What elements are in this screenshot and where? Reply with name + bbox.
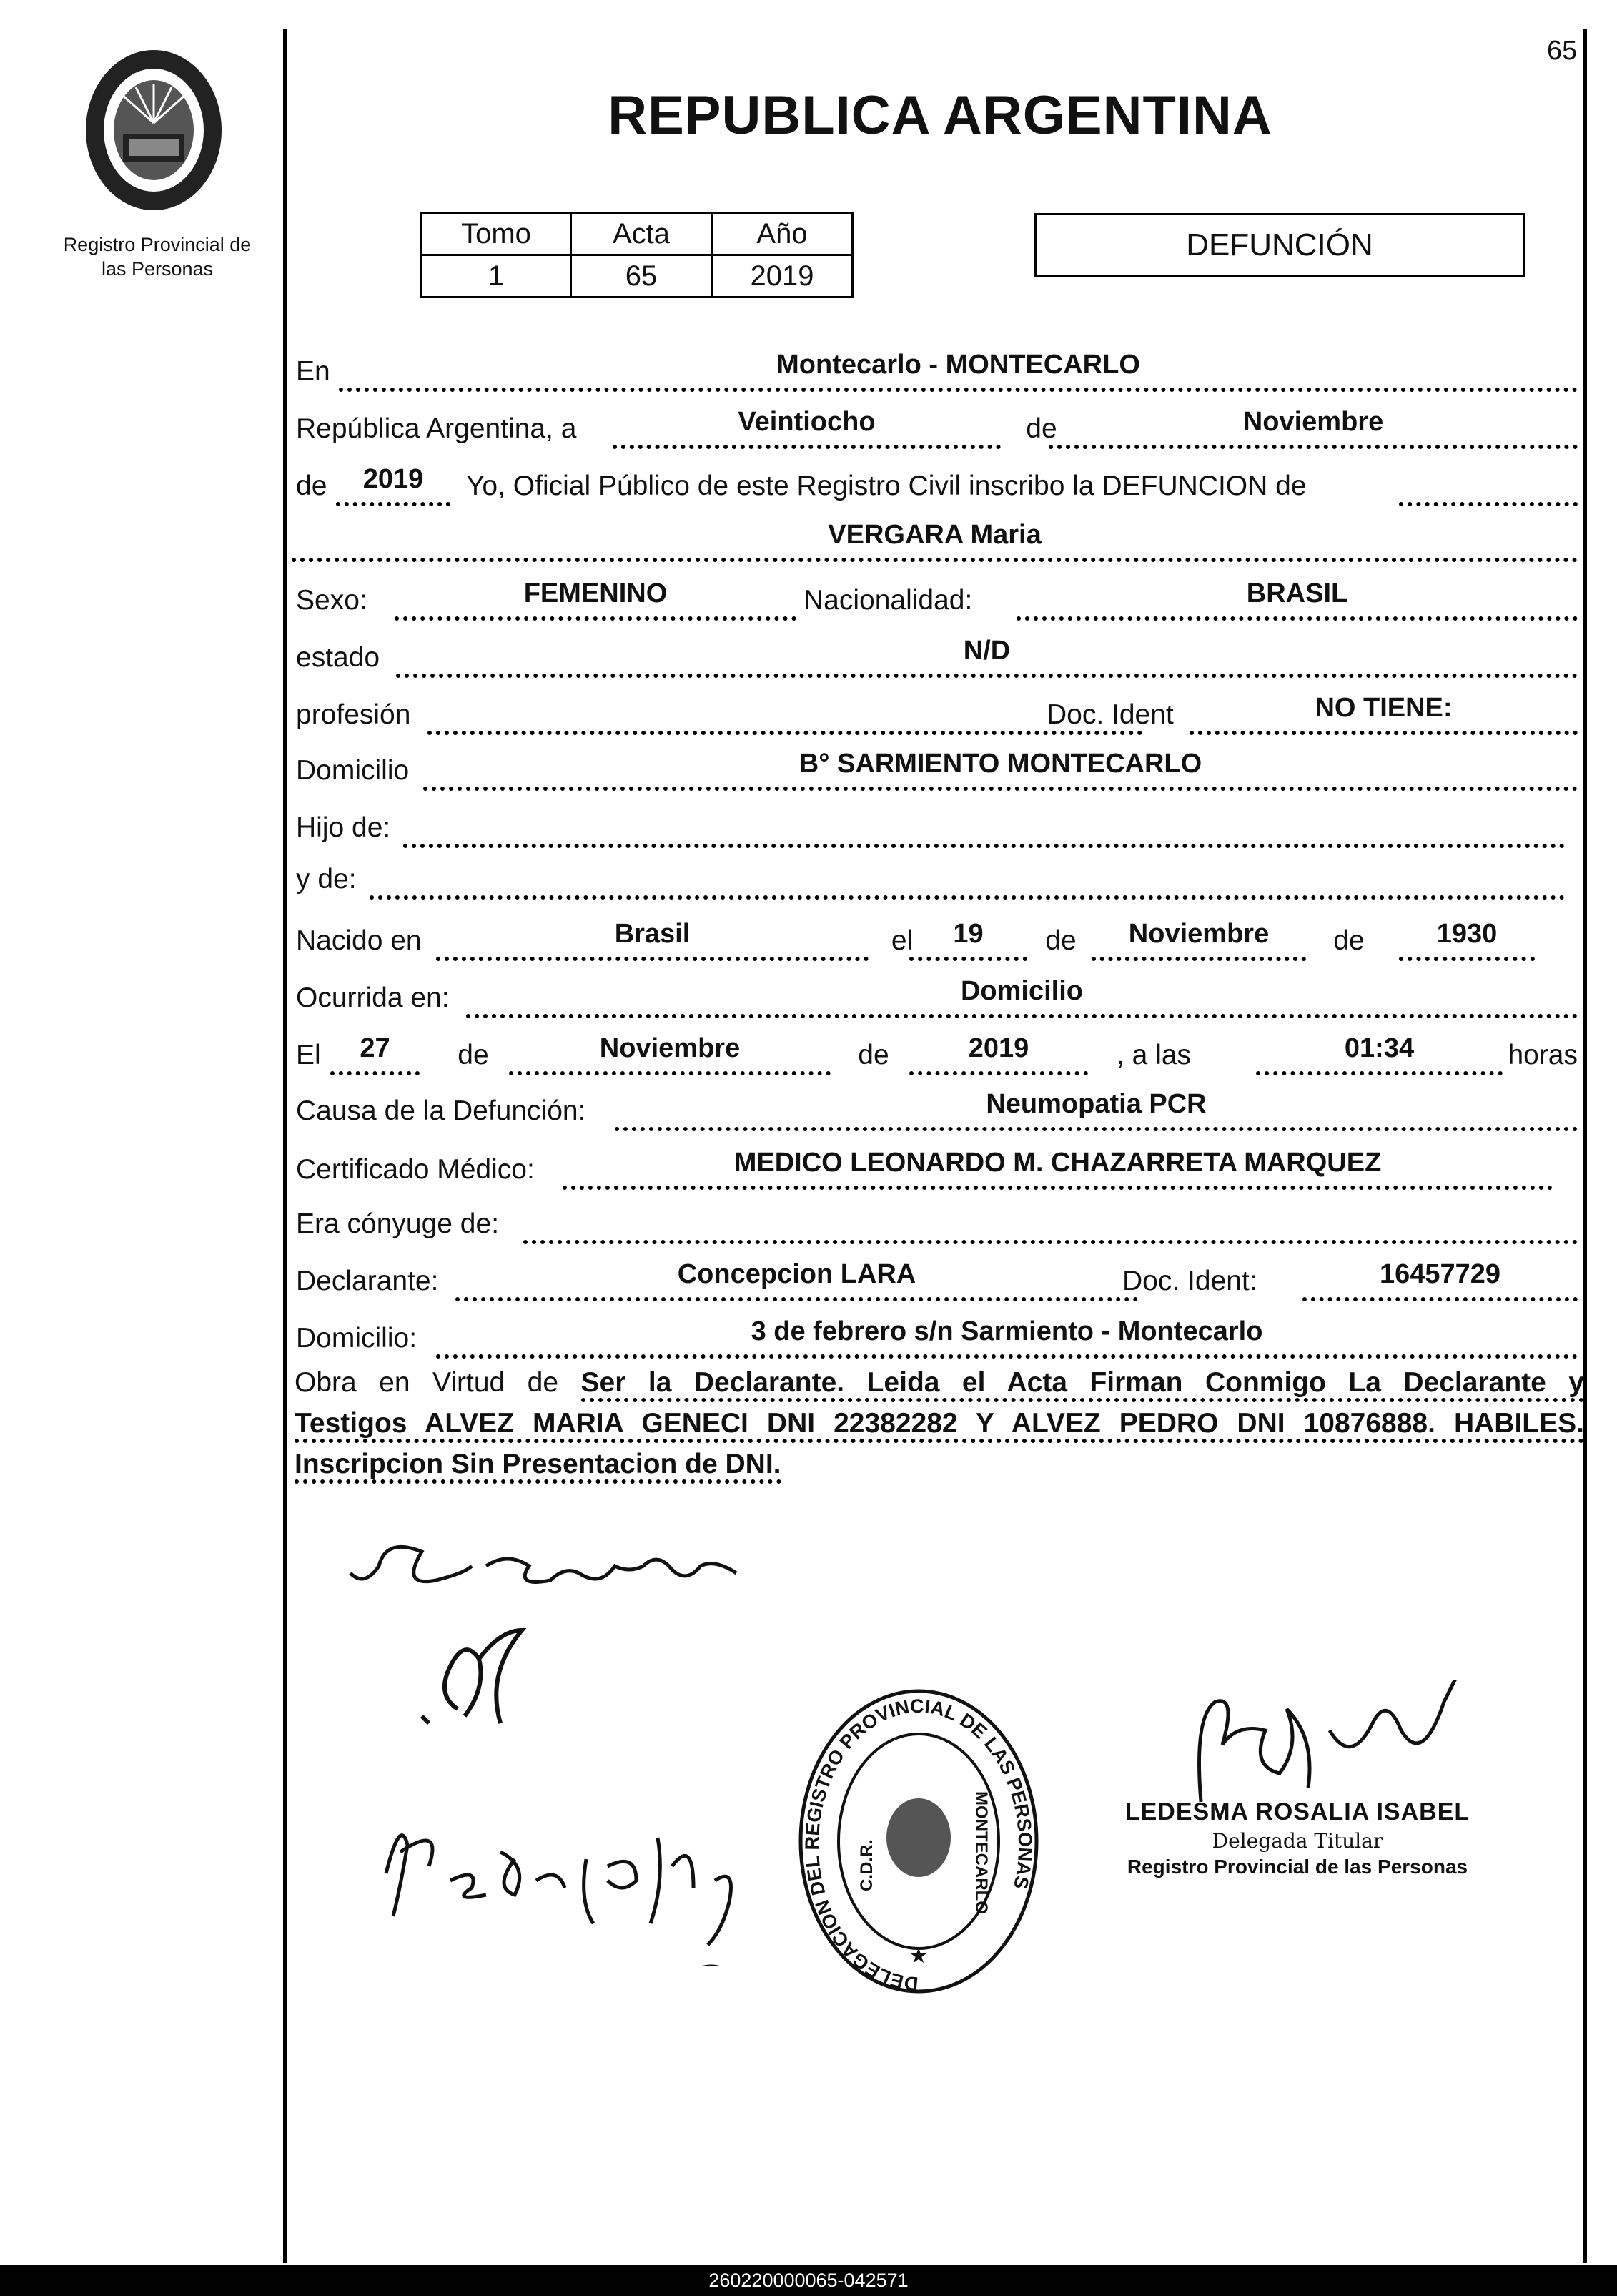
nacionalidad-field: BRASIL — [1017, 576, 1578, 621]
ocurrida-field: Domicilio — [466, 974, 1578, 1018]
dia-field: Veintiocho — [613, 405, 1001, 449]
official-name: LEDESMA ROSALIA ISABEL — [1124, 1798, 1470, 1826]
domicilio-field: B° SARMIENTO MONTECARLO — [423, 747, 1578, 791]
tomo-acta-ano-table — [420, 212, 854, 298]
row-causa: Causa de la Defunción: Neumopatia PCR — [295, 1088, 1578, 1131]
page-number: 65 — [1547, 36, 1578, 66]
stamp-center-right: MONTECARLO — [971, 1791, 991, 1914]
row-sexo: Sexo: FEMENINO Nacionalidad: BRASIL — [295, 578, 1578, 621]
right-margin-line — [1583, 29, 1587, 2263]
ano-value: 2019 — [712, 255, 853, 297]
row-republica: República Argentina, a Veintiocho de Noviembre — [295, 406, 1578, 449]
declarante-doc-field: 16457729 — [1302, 1257, 1578, 1301]
causa-field: Neumopatia PCR — [615, 1087, 1578, 1131]
row-estado: estado N/D — [295, 635, 1578, 678]
row-anio: de 2019 Yo, Oficial Público de este Registro Civil inscribo la DEFUNCION de — [295, 463, 1578, 506]
registro-provincial-label: Registro Provincial de las Personas — [63, 234, 252, 280]
acta-header: Acta — [571, 213, 712, 255]
domicilio-declarante-field: 3 de febrero s/n Sarmiento - Montecarlo — [436, 1314, 1578, 1359]
handwritten-signature-testigo — [357, 1780, 758, 1966]
conyuge-field — [523, 1200, 1578, 1244]
yde-field — [370, 855, 1565, 900]
ano-header: Año — [712, 213, 853, 255]
obra-en-virtud: Obra en Virtud de Ser la Declarante. Leida el Acta Firman Conmigo La Declarante y Testigos ALVEZ MARIA GENECI DNI 22382282 Y ALVEZ PEDRO DNI 10876888. HABILES. Inscripcion Sin Presentacion de DNI. — [295, 1364, 1584, 1486]
mes-field: Noviembre — [1049, 405, 1578, 449]
stamp-ring-text: DELEGACION DEL REGISTRO PROVINCIAL DE LAS PERSONAS — [801, 1695, 1037, 1995]
row-yde: y de: — [295, 857, 1578, 900]
row-nombre — [292, 519, 1578, 562]
declarante-field: Concepcion LARA — [455, 1257, 1138, 1301]
provincia-misiones-logo — [79, 44, 229, 216]
nombre-field: VERGARA Maria — [292, 518, 1578, 562]
lugar-field: Montecarlo - MONTECARLO — [339, 348, 1578, 392]
row-ocurrida: Ocurrida en: Domicilio — [295, 975, 1578, 1018]
row-domicilio: Domicilio B° SARMIENTO MONTECARLO — [295, 748, 1578, 791]
handwritten-initials — [400, 1616, 572, 1759]
anio-trailing-field — [1399, 462, 1578, 506]
defuncion-anio-field: 2019 — [909, 1031, 1088, 1075]
row-conyuge: Era cónyuge de: — [295, 1201, 1578, 1244]
nacido-mes-field: Noviembre — [1092, 917, 1306, 961]
row-certificado: Certificado Médico: MEDICO LEONARDO M. CHAZARRETA MARQUEZ — [295, 1147, 1578, 1190]
tomo-header: Tomo — [422, 213, 571, 255]
left-margin-line — [283, 29, 287, 2263]
row-nacido: Nacido en Brasil el 19 de Noviembre de 1930 — [295, 918, 1578, 961]
hijo-field — [403, 804, 1565, 848]
nacido-anio-field: 1930 — [1399, 917, 1535, 961]
row-el: El 27 de Noviembre de 2019 , a las 01:34 horas — [295, 1033, 1578, 1075]
nacido-dia-field: 19 — [909, 917, 1027, 961]
estado-field: N/D — [396, 634, 1578, 678]
sexo-field: FEMENINO — [395, 576, 796, 621]
official-stamp — [790, 1677, 1047, 1999]
acta-value: 65 — [571, 255, 712, 297]
row-profesion: profesión Doc. Ident NO TIENE: — [295, 692, 1578, 735]
svg-text:★: ★ — [909, 1944, 929, 1968]
tomo-value: 1 — [422, 255, 571, 297]
official-signature-block — [1122, 1798, 1473, 1878]
anio-field: 2019 — [336, 462, 450, 506]
stamp-center-left: C.D.R. — [857, 1840, 876, 1891]
row-declarante: Declarante: Concepcion LARA Doc. Ident: 16457729 — [295, 1258, 1578, 1301]
row-domicilio-declarante: Domicilio: 3 de febrero s/n Sarmiento - Montecarlo — [295, 1316, 1578, 1359]
row-en: En Montecarlo - MONTECARLO — [295, 349, 1578, 392]
document-title: REPUBLICA ARGENTINA — [608, 85, 1272, 146]
defuncion-dia-field: 27 — [330, 1031, 420, 1075]
nacido-lugar-field: Brasil — [436, 917, 869, 961]
tipo-acta-box: DEFUNCIÓN — [1034, 213, 1525, 277]
row-hijo: Hijo de: — [295, 805, 1578, 848]
defuncion-hora-field: 01:34 — [1256, 1031, 1503, 1075]
doc-ident-field: NO TIENE: — [1190, 691, 1578, 735]
official-role: Delegada Titular — [1212, 1829, 1383, 1853]
document-id-bar: 260220000065-042571 — [0, 2265, 1617, 2296]
certificado-field: MEDICO LEONARDO M. CHAZARRETA MARQUEZ — [563, 1145, 1553, 1190]
profesion-field — [427, 691, 1142, 735]
defuncion-mes-field: Noviembre — [509, 1031, 831, 1075]
official-office: Registro Provincial de las Personas — [1127, 1856, 1468, 1878]
